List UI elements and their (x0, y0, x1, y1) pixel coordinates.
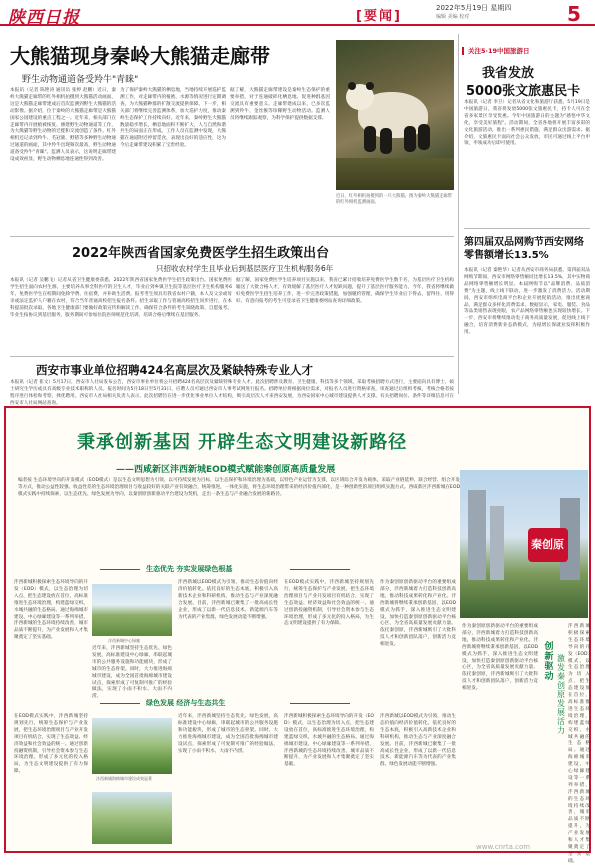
park-photo (92, 584, 172, 636)
masthead (0, 0, 595, 26)
article1-headline: 大熊猫现身秦岭大熊猫走廊带 (10, 44, 270, 68)
panda-photo (336, 40, 454, 190)
article3-body: 本报讯（记者 崔文）5月17日，西安市人社局发布公告，西安市事业单位将公开招聘424名高层次及紧缺特殊专业人才。此次招聘涉及教育、卫生健康、科技等多个领域，采取考核招聘方式进行，主要面向具有博士、硕士研究生学历或具有高级专业技术职称的人员。报名时间为5月18日至5月31日，应聘人员可通过西安市人事考试网进行报名。招聘单位将根据岗位需求，对报名人员进行资格审查，审查通过后组织考核，考核合格者按程序进行体检和考察，择优聘用。西安市人社局相关负责人表示，此次招聘旨在进一步优化事业单位人才结构，吸引高层次人才来西安发展，为西安国家中心城市建设提供人才支撑。有关招聘岗位、条件等详细信息可在西安市人社局网站查询。 (10, 380, 454, 406)
feature-col4-b: 沣西新城积极探索生态环境导向的开发（EOD）模式，以生态治理为切入点，把生态建设放在首位，高标准推进生态环境治理，构建蓝绿交织、水城共融的生态格局。通过海绵城市建设、中心绿廊建设等一系列举措，沣西新城的生态环境持续改善，城市品质不断提升，为产业发展和人才集聚奠定了坚实基础。 (284, 714, 374, 768)
page-number: 5 (567, 2, 581, 26)
sidebar-body2: 本报讯（记者 秦艳华）记者从西安市商务局获悉，第四届双品网购节期间，西安市网络零售额同比增长13.5%，其中实物商品网络零售额增长明显。本届网购节以"品牌消费、品质消费"为主题，线上线下联动，进一步激发了消费活力。活动期间，西安市组织电商平台和企业开展促销活动，推出优惠商品，满足群众多样化消费需求。数据显示，家电、服装、食品等品类销售表现亮眼，农产品网络零售额也实现较快增长。下一步，西安市将继续推动电子商务高质量发展，促进线上线下融合，培育消费新业态新模式，为稳增长保就业发挥积极作用。 (464, 268, 590, 336)
feature-col1-b: 在EOD模式实践中，沣西新城坚持规划先行，统筹生态保护与产业发展，把生态环境治理项目与产业开发项目有机结合，实现了生态效益、经济效益和社会效益的统一。通过创新投融资机制，引导社会资本参与生态环境治理，形成了多元化的投入格局，为生态文明建设提供了有力保障。 (14, 714, 88, 775)
sidebar-headline3: 第四届双品网购节西安网络零售额增长13.5% (464, 237, 584, 261)
park-photo (92, 792, 172, 844)
editor-line: 编辑 美编 校对 (436, 14, 470, 20)
sidebar-body1: 本报讯（记者 李卫）记者从省文化和旅游厅获悉，5月19日是中国旅游日，我省将发放5000张文旅惠民卡，持卡人可在全省多家景区享受优惠。今年中国旅游日的主题为"感悟中华文化，享受美好旅程"。活动期间，全省各地将开展丰富多彩的文化旅游活动，推出一系列惠民措施，满足群众出游需求。据介绍，文旅惠民卡面向社会公众发放，市民可通过线上平台申领，申领成功后即可使用。 (464, 100, 590, 147)
feature-section3-heading: 创新驱动 (544, 642, 554, 682)
article1-body-a: 本报讯（记者 陈艳涛 通讯员 张婷 赵鹏）近日，秦岭大熊猫走廊带的红外相机拍摄到大熊猫活动画面，这是大熊猫走廊带建成后首次监测到野生大熊猫的活动影像。据介绍，位于秦岭的大熊猫走廊带是大熊猫国家公园建设的重点工程之一。近年来，相关部门在走廊带内开展植被恢复、修建野生动物通道等工作，为大熊猫等野生动物的迁徙和交流创造了条件。红外相机还记录到羚牛、毛冠鹿、野猪等多种野生动物通过通道的画面，其中羚牛出现频次最高，野生动物通道备受羚牛"青睐"。监测人员表示，这说明走廊带建设成效初显，野生动物栖息地连通性得到改善。 (10, 88, 116, 163)
feature-col3-b: 近年来，沣西新城坚持生态优先、绿色发展，高标准建设中心绿廊，串联起城市的公共服务设施和功能板块，形成了城市的生态骨架。同时，大力推进海绵城市建设，成为全国首批海绵城市建设试点，探索形成了可复制可推广的经验做法，实现了小雨不积水、大雨不内涝。 (178, 714, 278, 754)
article2-body: 本报讯（记者 吴鹏飞）记者从省卫生健康委获悉，2022年陕西省国家免费医学生招生政策出台。国家免费医学生招生面向农村生源，主要培养从事全科医疗的卫生人才，毕业后到乡镇卫生院等基层医疗卫生机构服务6年。免费医学生在校期间免除学费、住宿费，并补助生活费。报考考生须具有我省农村户籍，本人及父亲或母亲或法定监护人户籍在农村，符合当年普通高校招生报名条件。招生录取工作与普通高校招生同步进行，在本科提前批次录取。各地卫生健康部门要做好政策宣传和解读工作，确保符合条件的考生知晓政策、自愿报考。毕业生按协议到基层服务，服务期间可参加住院医师规范化培训，培训合格后继续在基层服务。 (10, 278, 232, 318)
feature-section3-subheading: 激发秦创原发展活力 (557, 654, 565, 735)
building-sign-text: 秦创原 (531, 538, 564, 551)
feature-col4: 在EOD模式实践中，沣西新城坚持规划先行，统筹生态保护与产业发展，把生态环境治理项目与产业开发项目有机结合，实现了生态效益、经济效益和社会效益的统一。通过创新投融资机制，引导社会资本参与生态环境治理，形成了多元化的投入格局，为生态文明建设提供了有力保障。 (284, 580, 374, 627)
sidebar-headline1: 我省发放 (482, 66, 535, 81)
newspaper-logo: 陕西日报 (8, 8, 80, 28)
article-divider (10, 356, 454, 357)
feature-headline: 秉承创新基因 开辟生态文明建设新路径 (77, 432, 408, 453)
issue-date: 2022年5月19日 星期四 (436, 4, 512, 12)
feature-col5: 作为秦创原创新驱动平台的重要组成部分，沣西新城着力打造科技创新高地，推动科技成果转化和产业化。沣西新城将继续秉承创新基因，以EOD模式为抓手，深入推进生态文明建设，加快打造秦创原创新驱动平台核心区，为全省高质量发展贡献力量。依托秦创原，沣西新城吸引了大批科技人才和创新团队落户，创新活力竞相迸发。 (380, 580, 456, 648)
feature-section1-heading: 生态优先 夯实发展绿色根基 (100, 564, 350, 574)
section-label: [要闻] (356, 9, 402, 24)
park-photo (92, 718, 172, 774)
panda-photo-caption: 近日，红外相机拍摄到的一只大熊猫。图为秦岭大熊猫走廊带的红外相机监测画面。 (336, 194, 453, 206)
sidebar-tag: 关注5·19中国旅游日 (462, 46, 592, 56)
article1-body-c: 据了解，大熊猫走廊带建设是秦岭生态保护的重要举措，对于连通破碎化栖息地、促进种群基因交流具有重要意义。走廊带建成以来，已多次监测到羚牛、金丝猴等珍稀野生动物活动。监测人员将继续跟踪观察，为科学保护提供数据支撑。 (230, 88, 330, 121)
feature-section2-heading: 绿色发展 经济与生态共生 (100, 698, 350, 708)
park-photo-caption: 沣西新城中心绿廊 (108, 638, 140, 643)
article1-body-b: 为了保护秦岭大熊猫的栖息地，当地持续开展巡护监测工作，对走廊带内的植被、水源等情况进行定期调查，为大熊猫种群的扩散交流提供保障。下一步，相关部门将继续完善监测体系，加大巡护力度，推动秦岭生态保护工作持续向好。近年来，秦岭野生大熊猫数量稳步增长，栖息地面积不断扩大，人与自然和谐共生的局面正在形成。工作人员在监测中发现，大熊猫在通道附近停留觅食，表现出良好的适应性，这为今后走廊带建设积累了宝贵经验。 (120, 88, 226, 149)
feature-col2: 近年来，沣西新城坚持生态优先、绿色发展，高标准建设中心绿廊，串联起城市的公共服务设施和功能板块，形成了城市的生态骨架。同时，大力推进海绵城市建设，成为全国首批海绵城市建设试点，探索形成了可复制可推广的经验做法，实现了小雨不积水、大雨不内涝。 (92, 646, 172, 700)
park-photo-caption: 沣西新城海绵城市建设成效显著 (96, 776, 152, 781)
feature-col5-b: 沣西新城以EOD模式为引领，推动生态价值向经济价值转化。依托良好的生态本底，积极引入高新技术企业和科研机构，推动生态与产业深度融合发展。目前，沣西新城已聚集了一批高成长性企业，形成了以新一代信息技术、新能源汽车等为代表的产业集群，绿色发展动能不断增强。 (380, 714, 456, 768)
watermark: www.cnrta.com (476, 843, 531, 851)
feature-subhead: ——西咸新区沣西新城EOD模式赋能秦创原高质量发展 (116, 465, 336, 475)
article3-headline: 西安市事业单位招聘424名高层次及紧缺特殊专业人才 (36, 363, 314, 377)
feature-intro: 编者按 生态环境导向的开发模式（EOD模式）是以生态文明思想为引领，以可持续发展为目标，以生态保护和环境治理为基础，以特色产业运营为支撑，以区域综合开发为载体，采取产业链延伸、联合经营、组合开发等方式，推动公益性较强、收益性差的生态环境治理项目与收益较好的关联产业有效融合，统筹推进，一体化实施，将生态环境治理带来的经济价值内部化，是一种创新性的项目组织实施方式。西咸新区沣西新城在EOD模式实践中持续探索，以生态优先、绿色发展为导向，以秦创原创新驱动平台建设为契机，走出一条生态与产业融合发展的新路径。 (18, 478, 460, 497)
feature-col7: 沣西新城积极探索生态环境导向的开发（EOD）模式，以生态治理为切入点，把生态建设放在首位，高标准推进生态环境治理，构建蓝绿交织、水城共融的生态格局。通过海绵城市建设、中心绿廊建设等一系列举措，沣西新城的生态环境持续改善，城市品质不断提升，为产业发展和人才集聚奠定了坚实基础。 (568, 624, 590, 864)
feature-col3: 沣西新城以EOD模式为引领，推动生态价值向经济价值转化。依托良好的生态本底，积极引入高新技术企业和科研机构，推动生态与产业深度融合发展。目前，沣西新城已聚集了一批高成长性企业，形成了以新一代信息技术、新能源汽车等为代表的产业集群，绿色发展动能不断增强。 (178, 580, 278, 620)
sidebar-divider (464, 228, 590, 229)
article2-headline: 2022年陕西省国家免费医学生招生政策出台 (72, 246, 330, 261)
feature-col1: 沣西新城积极探索生态环境导向的开发（EOD）模式，以生态治理为切入点，把生态建设放在首位，高标准推进生态环境治理，构建蓝绿交织、水城共融的生态格局。通过海绵城市建设、中心绿廊建设等一系列举措，沣西新城的生态环境持续改善，城市品质不断提升，为产业发展和人才集聚奠定了坚实基础。 (14, 580, 88, 641)
feature-col6: 作为秦创原创新驱动平台的重要组成部分，沣西新城着力打造科技创新高地，推动科技成果转化和产业化。沣西新城将继续秉承创新基因，以EOD模式为抓手，深入推进生态文明建设，加快打造秦创原创新驱动平台核心区，为全省高质量发展贡献力量。依托秦创原，沣西新城吸引了大批科技人才和创新团队落户，创新活力竞相迸发。 (462, 624, 538, 692)
sidebar-headline2: 5000张文旅惠民卡 (466, 84, 581, 99)
article-divider (10, 236, 454, 237)
article2-subhead: 只招收农村学生且毕业后到基层医疗卫生机构服务6年 (156, 264, 334, 273)
article2-body-b: 据了解，国家免费医学生培养项目实施以来，我省已累计招收培养免费医学生数千名，为基层医疗卫生机构输送了大批合格人才，有效缓解了基层医疗人才短缺问题，提升了基层医疗服务能力。今年，我省将继续做好免费医学生招生培养工作，进一步完善政策措施，加强履约管理，确保学生毕业后下得去、留得住、用得好。有意向报考的考生可登录省卫生健康委网站查询详细政策。 (236, 278, 454, 304)
article1-subhead: 野生动物通道备受羚牛"青睐" (22, 75, 139, 85)
column-divider (458, 34, 459, 394)
building-photo (460, 470, 588, 618)
